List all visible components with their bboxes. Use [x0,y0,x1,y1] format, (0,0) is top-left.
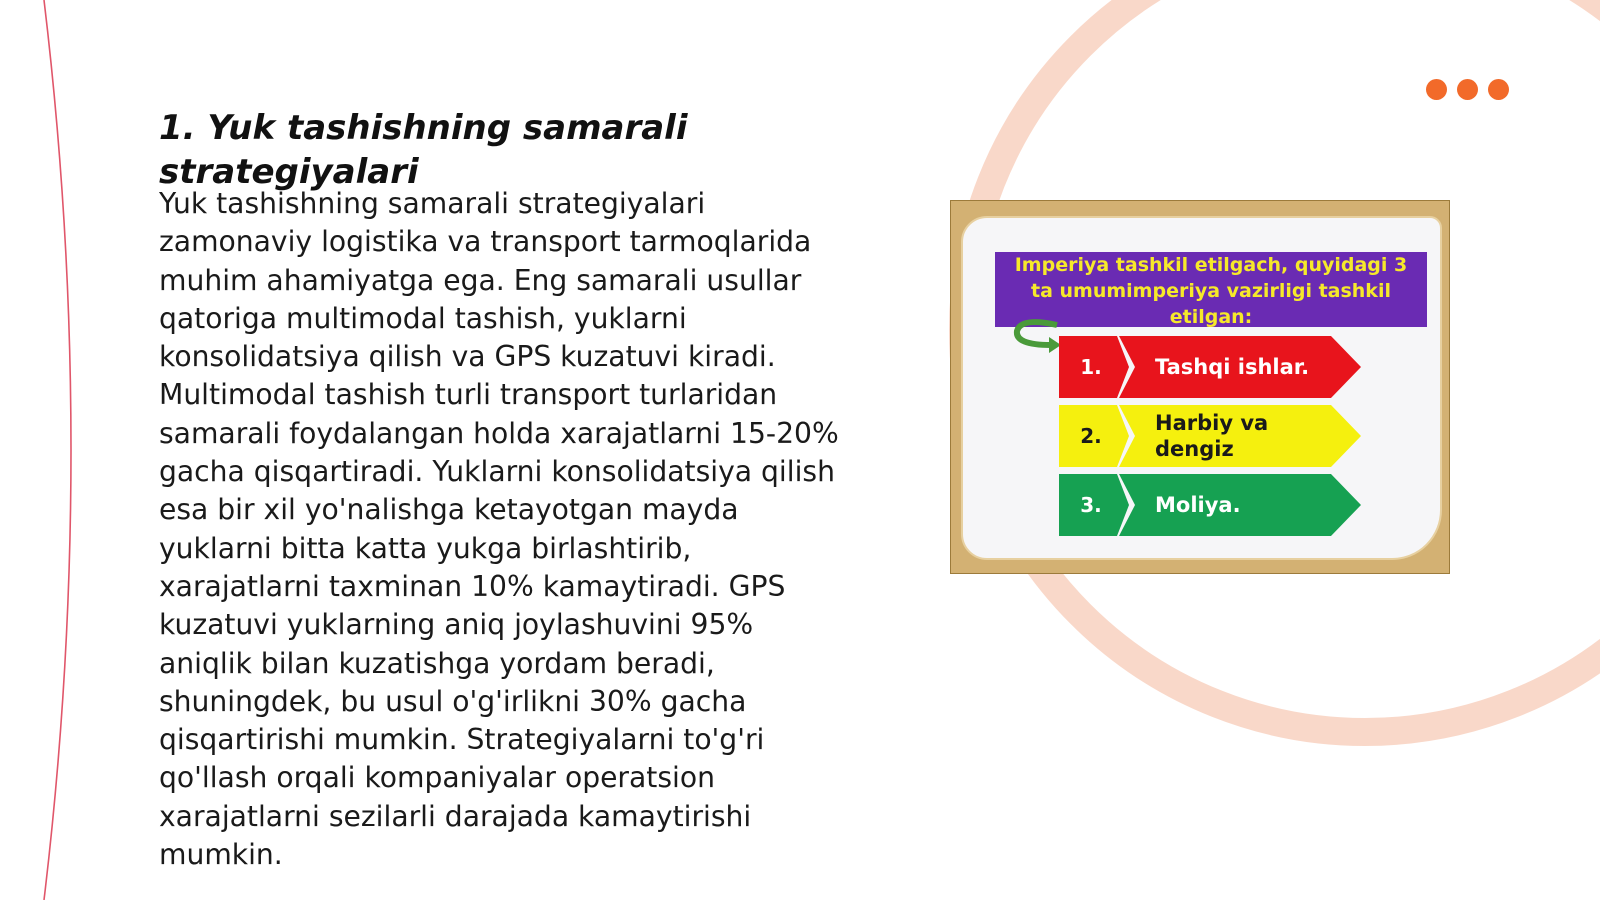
dot [1457,79,1478,100]
list-item-label: Moliya. [1155,493,1241,517]
list-item-1 [1059,336,1364,398]
dot [1488,79,1509,100]
list-item-number: 3. [1080,493,1102,517]
more-dots-icon [1426,79,1509,100]
slide-title: 1. Yuk tashishning samarali strategiyalari [159,108,688,192]
list-item-label: Tashqi ishlar. [1155,355,1310,379]
curved-arrow-icon [1011,315,1063,355]
list-item-2 [1059,405,1364,467]
dot [1426,79,1447,100]
list-item-number: 2. [1080,424,1102,448]
list-item-number: 1. [1080,355,1102,379]
slide-body-text: Yuk tashishning samarali strategiyalari zamonaviy logistika va transport tarmoqlarida muhim ahamiyatga ega. Eng samarali usullar qatoriga multimodal tashish, yuklarni konsolidatsiya qilish va GPS kuzatuvi kiradi. Multimodal tashish turli transport turlaridan samarali foydalangan holda xarajatlarni 15-20% gacha qisqartiradi. Yuklarni konsolidatsiya qilish esa bir xil yo'nalishga ketayotgan mayda yuklarni bitta katta yukga birlashtirib, xarajatlarni taxminan 10% kamaytiradi. GPS kuzatuvi yuklarning aniq joylashuvini 95% aniqlik bilan kuzatishga yordam beradi, shuningdek, bu usul o'g'irlikni 30% gacha qisqartirishi mumkin. Strategiyalarni to'g'ri qo'llash orqali kompaniyalar operatsion xarajatlarni sezilarli darajada kamaytirishi mumkin. [159,187,839,872]
list-item-label: Harbiy va dengiz [1155,411,1269,461]
image-header-text: Imperiya tashkil etilgach, quyidagi 3 ta umumimperiya vazirligi tashkil etilgan: [1014,253,1408,328]
slide-image [950,200,1450,574]
left-curve-line [44,0,71,900]
list-item-3 [1059,474,1364,536]
image-paper-background [961,216,1442,560]
